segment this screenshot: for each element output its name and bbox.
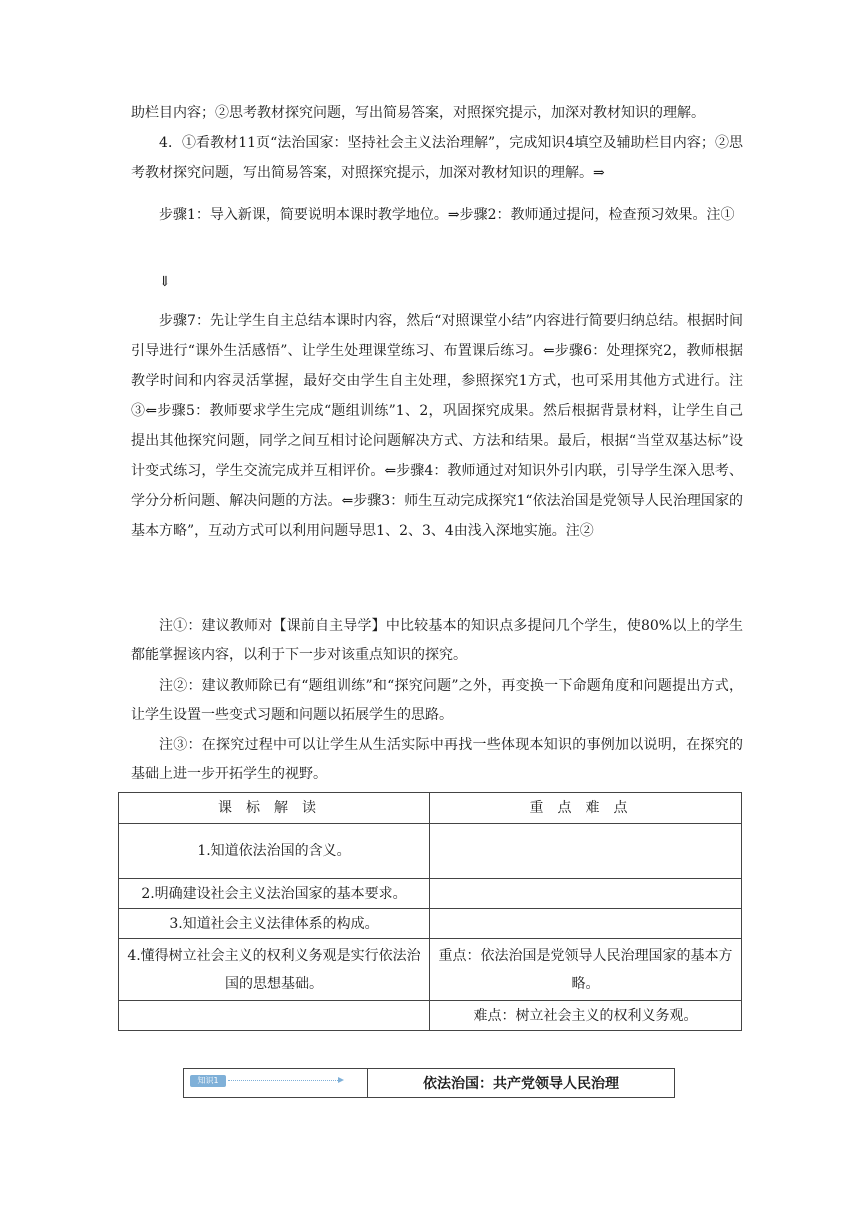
- arrow-head-icon: [338, 1077, 344, 1083]
- down-arrow: ⇓: [159, 274, 171, 290]
- table-cell: [119, 1001, 430, 1031]
- table-row: [119, 909, 742, 939]
- paragraph-1: 助栏目内容；②思考教材探究问题，写出简易答案，对照探究提示，加深对教材知识的理解。: [131, 105, 705, 121]
- table-row: [119, 1001, 742, 1031]
- section-title: 依法治国：共产党领导人民治理: [423, 1076, 619, 1092]
- paragraph-2: 4．①看教材11页“法治国家：坚持社会主义法治理解”，完成知识4填空及辅助栏目内容；②思考教材探究问题，写出简易答案，对照探究提示，加深对教材知识的理解。⇒: [131, 135, 743, 181]
- paragraph-3: 步骤1：导入新课，简要说明本课时教学地位。⇒步骤2：教师通过提问，检查预习效果。注①: [159, 207, 735, 223]
- section-tag: 知识1: [190, 1075, 226, 1087]
- standards-table: [118, 792, 742, 1031]
- section-title-box: [183, 1068, 675, 1098]
- header-key-points: 重点难点: [430, 793, 742, 824]
- table-cell: [430, 879, 742, 909]
- table-cell: 4.懂得树立社会主义的权利义务观是实行依法治国的思想基础。: [119, 939, 430, 1001]
- table-cell: [430, 909, 742, 939]
- note-1: 注①：建议教师对【课前自主导学】中比较基本的知识点多提问几个学生，使80%以上的学生都能掌握该内容，以利于下一步对该重点知识的探究。: [131, 618, 743, 663]
- table-row: [119, 824, 742, 879]
- table-cell: [430, 824, 742, 879]
- table-row: [119, 939, 742, 1001]
- dotted-line: [228, 1080, 340, 1081]
- table-cell: 难点：树立社会主义的权利义务观。: [430, 1001, 742, 1031]
- note-2: 注②：建议教师除已有“题组训练”和“探究问题”之外，再变换一下命题角度和问题提出方式，让学生设置一些变式习题和问题以拓展学生的思路。: [131, 678, 743, 723]
- note-3: 注③：在探究过程中可以让学生从生活实际中再找一些体现本知识的事例加以说明，在探究的基础上进一步开拓学生的视野。: [131, 737, 743, 782]
- section-tag-area: [184, 1069, 368, 1097]
- table-row: [119, 879, 742, 909]
- table-cell: 1.知道依法治国的含义。: [119, 824, 430, 879]
- header-standards: 课标解读: [119, 793, 430, 824]
- table-cell: 3.知道社会主义法律体系的构成。: [119, 909, 430, 939]
- table-cell: 重点：依法治国是党领导人民治理国家的基本方略。: [430, 939, 742, 1001]
- paragraph-4: 步骤7：先让学生自主总结本课时内容，然后“对照课堂小结”内容进行简要归纳总结。根据时间引导进行“课外生活感悟”、让学生处理课堂练习、布置课后练习。⇐步骤6：处理探究2，教师根据教学时间和内容灵活掌握，最好交由学生自主处理，参照探究1方式，也可采用其他方式进行。注③⇐步骤5：教师要求学生完成“题组训练”1、2，巩固探究成果。然后根据背景材料，让学生自己提出其他探究问题，同学之间互相讨论问题解决方式、方法和结果。最后，根据“当堂双基达标”设计变式练习，学生交流完成并互相评价。⇐步骤4：教师通过对知识外引内联，引导学生深入思考、学分分析问题、解决问题的方法。⇐步骤3：师生互动完成探究1“依法治国是党领导人民治理国家的基本方略”，互动方式可以利用问题导思1、2、3、4由浅入深地实施。注②: [131, 313, 743, 539]
- table-cell: 2.明确建设社会主义法治国家的基本要求。: [119, 879, 430, 909]
